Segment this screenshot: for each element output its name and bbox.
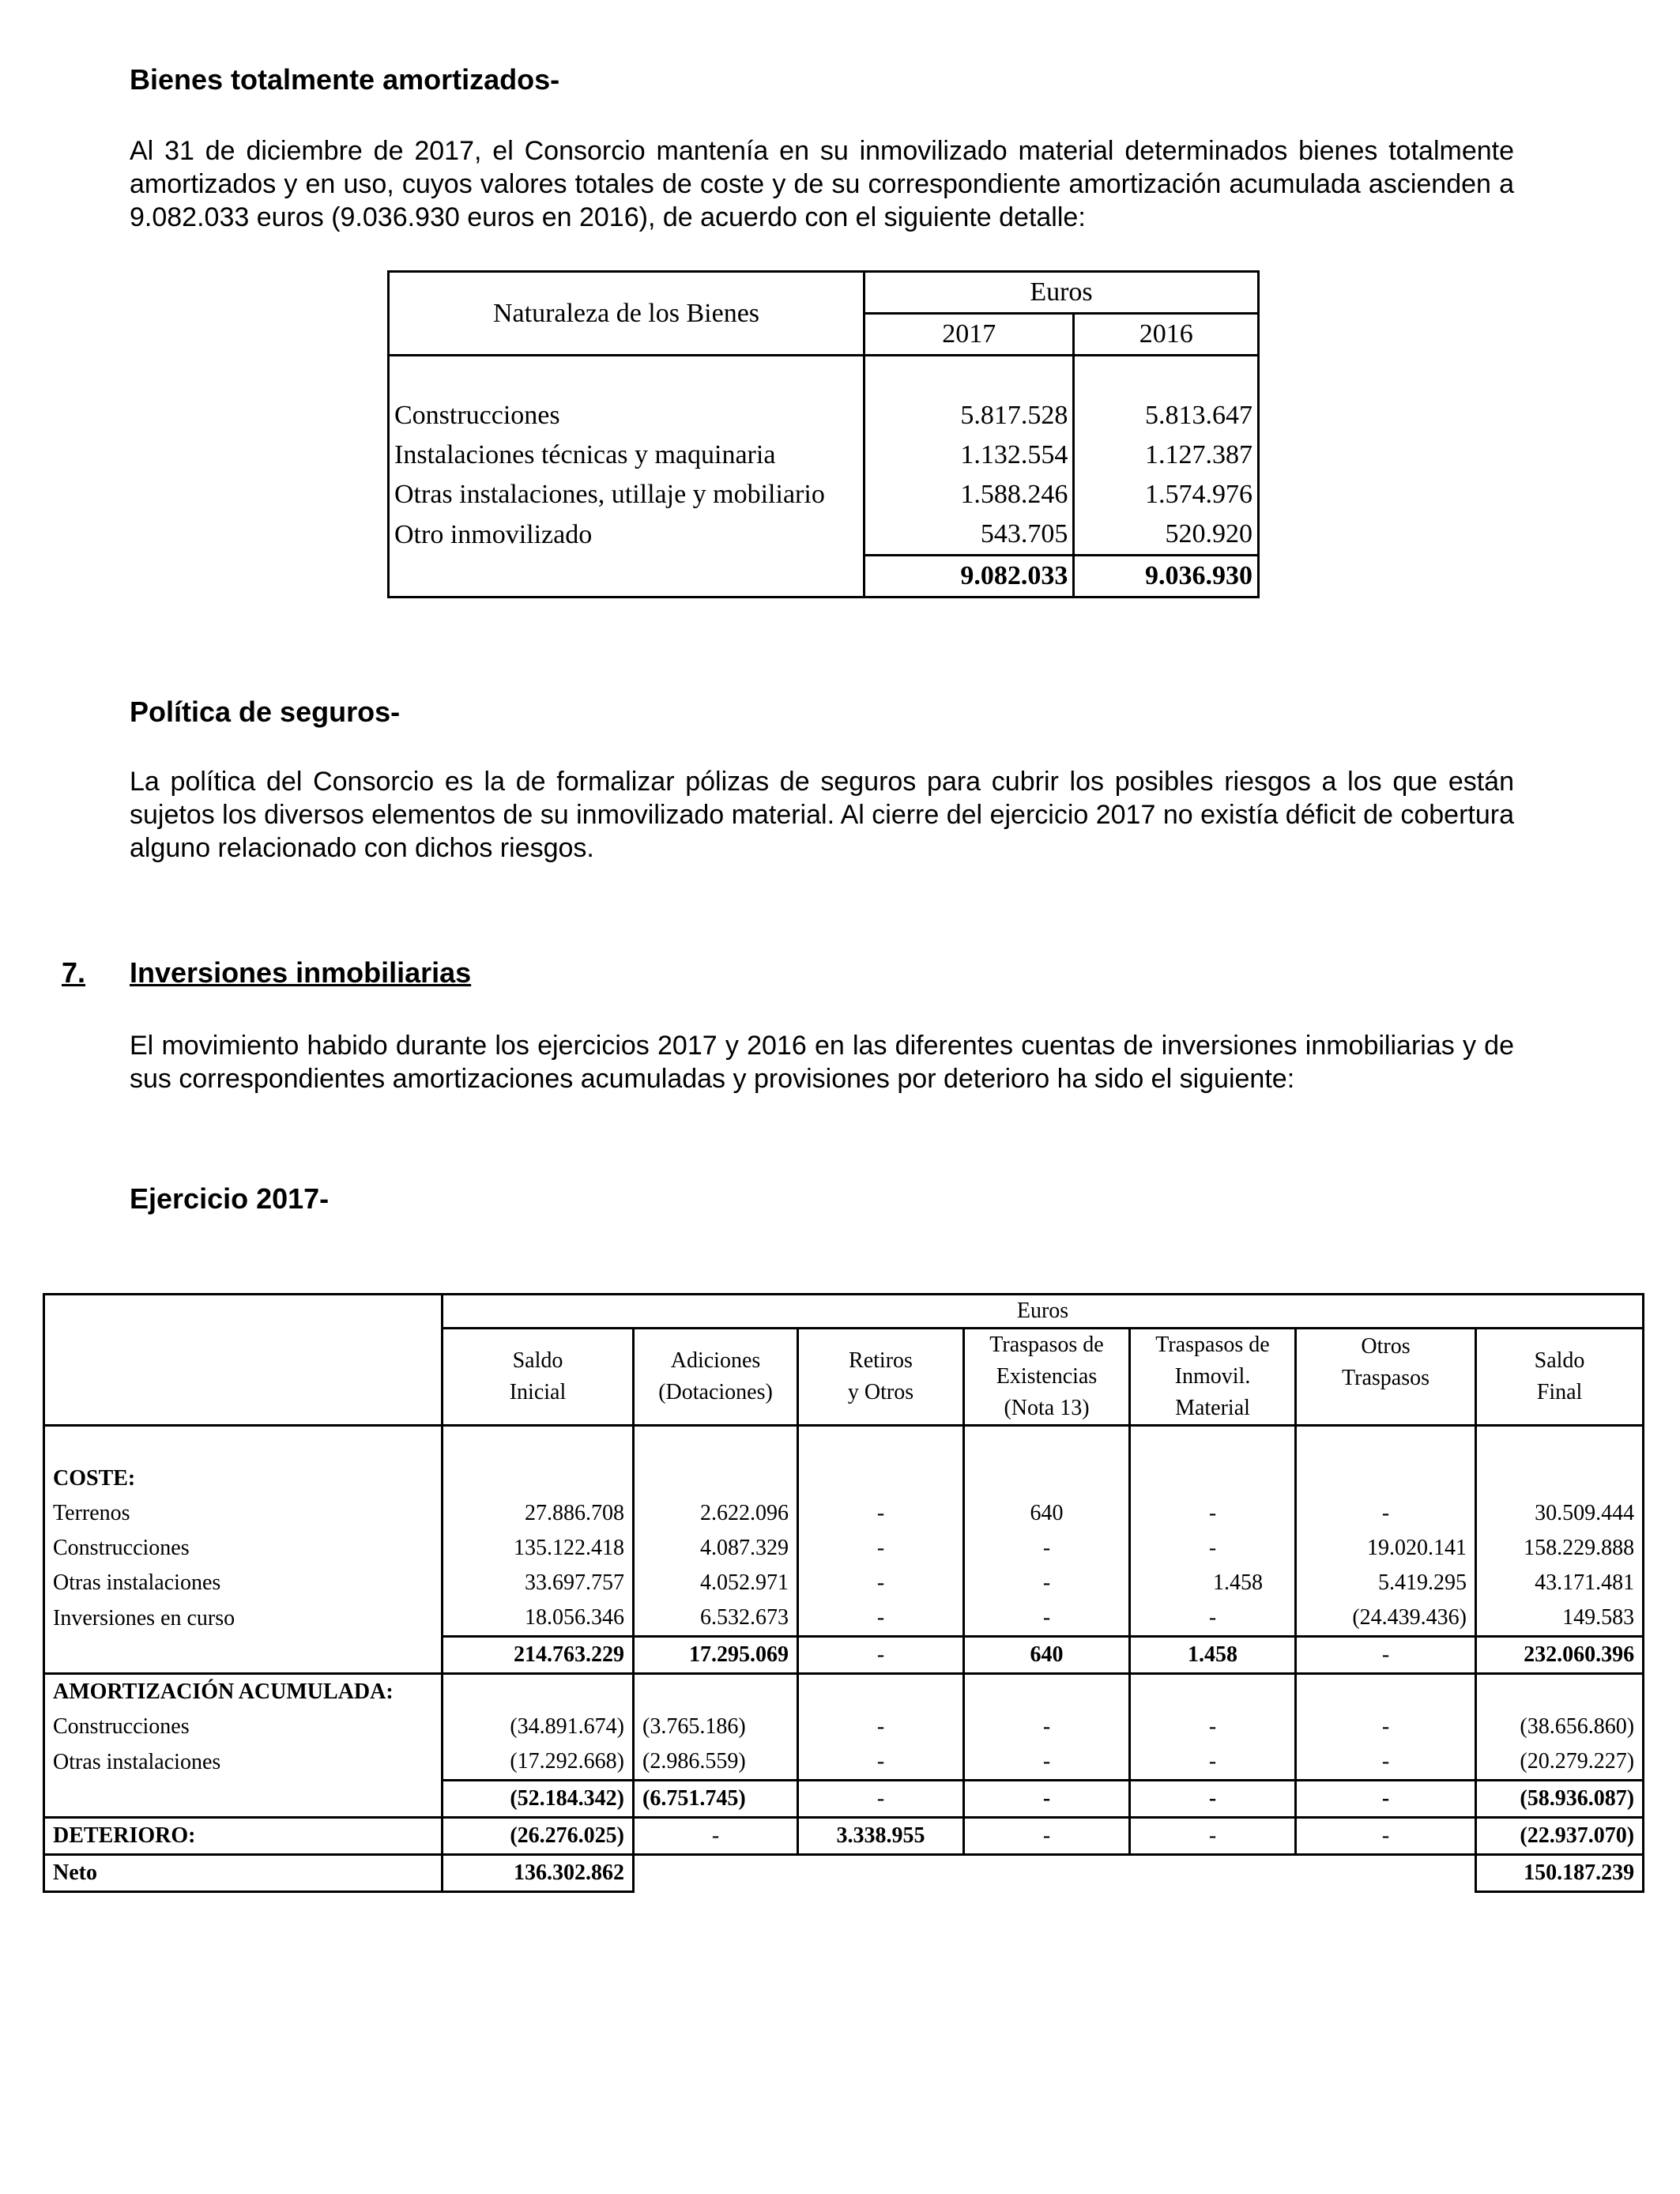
col-header-euros: Euros: [864, 272, 1259, 314]
table-row: Otras instalaciones (17.292.668) (2.986.559) - - - - (20.279.227): [44, 1744, 1644, 1781]
section-title-bienes: Bienes totalmente amortizados-: [130, 63, 560, 96]
paragraph-inversiones: El movimiento habido durante los ejercicios 2017 y 2016 en las diferentes cuentas de inversiones inmobiliarias y de sus correspondientes amortizaciones acumuladas y provisiones por deterioro ha sido el siguiente:: [130, 1031, 1514, 1094]
group-label-coste: COSTE:: [44, 1461, 443, 1496]
col-header-adiciones: Adiciones (Dotaciones): [634, 1329, 798, 1426]
table-row-total: 9.082.033 9.036.930: [389, 556, 1259, 598]
col-header-naturaleza: Naturaleza de los Bienes: [389, 272, 864, 356]
paragraph-bienes: Al 31 de diciembre de 2017, el Consorcio mantenía en su inmovilizado material determinados bienes totalmente amortizados y en uso, cuyos valores totales de coste y de su correspondiente amortización acumulada ascienden a 9.082.033 euros (9.036.930 euros en 2016), de acuerdo con el siguiente detalle:: [130, 136, 1514, 232]
col-header-2016: 2016: [1074, 314, 1259, 356]
col-header-retiros: Retiros y Otros: [798, 1329, 964, 1426]
col-header-otros-traspasos: Otros Traspasos: [1296, 1329, 1476, 1426]
group-label-amortizacion: AMORTIZACIÓN ACUMULADA:: [44, 1674, 443, 1710]
col-header-2017: 2017: [864, 314, 1074, 356]
table-row: Construcciones (34.891.674) (3.765.186) - - - - (38.656.860): [44, 1710, 1644, 1744]
table-row-subtotal: (52.184.342) (6.751.745) - - - - (58.936.087): [44, 1781, 1644, 1818]
table-row: Construcciones 5.817.528 5.813.647: [389, 396, 1259, 435]
section-title-seguros: Política de seguros-: [130, 696, 401, 728]
table-inversiones-inmobiliarias: [43, 1293, 1644, 1893]
table-row: Terrenos 27.886.708 2.622.096 - 640 - - 30.509.444: [44, 1496, 1644, 1531]
table-row: Otro inmovilizado 543.705 520.920: [389, 515, 1259, 556]
col-header-saldo-final: Saldo Final: [1476, 1329, 1644, 1426]
section-title-inversiones: Inversiones inmobiliarias: [130, 956, 472, 989]
table-row-deterioro: DETERIORO: (26.276.025) - 3.338.955 - - - (22.937.070): [44, 1818, 1644, 1855]
table-row: Otras instalaciones, utillaje y mobiliario 1.588.246 1.574.976: [389, 475, 1259, 515]
table-row: Inversiones en curso 18.056.346 6.532.673 - - - (24.439.436) 149.583: [44, 1600, 1644, 1637]
section-number-7: 7.: [62, 956, 86, 989]
table-row: Construcciones 135.122.418 4.087.329 - - - 19.020.141 158.229.888: [44, 1531, 1644, 1566]
col-header-euros: Euros: [443, 1295, 1644, 1329]
paragraph-seguros: La política del Consorcio es la de formalizar pólizas de seguros para cubrir los posibles riesgos a los que están sujetos los diversos elementos de su inmovilizado material. Al cierre del ejercicio 2017 no existía déficit de cobertura alguno relacionado con dichos riesgos.: [130, 767, 1514, 863]
col-header-saldo-inicial: Saldo Inicial: [443, 1329, 634, 1426]
table-row-neto: Neto 136.302.862 150.187.239: [44, 1855, 1644, 1892]
col-header-traspasos-existencias: Traspasos de Existencias (Nota 13): [964, 1329, 1130, 1426]
table-row-subtotal: 214.763.229 17.295.069 - 640 1.458 - 232.060.396: [44, 1637, 1644, 1674]
table-row: Otras instalaciones 33.697.757 4.052.971 - - 1.458 5.419.295 43.171.481: [44, 1566, 1644, 1600]
col-header-traspasos-inmovil: Traspasos de Inmovil. Material: [1130, 1329, 1296, 1426]
table-row: Instalaciones técnicas y maquinaria 1.132.554 1.127.387: [389, 435, 1259, 475]
table-bienes-amortizados: [387, 270, 1260, 598]
subtitle-ejercicio-2017: Ejercicio 2017-: [130, 1182, 330, 1215]
